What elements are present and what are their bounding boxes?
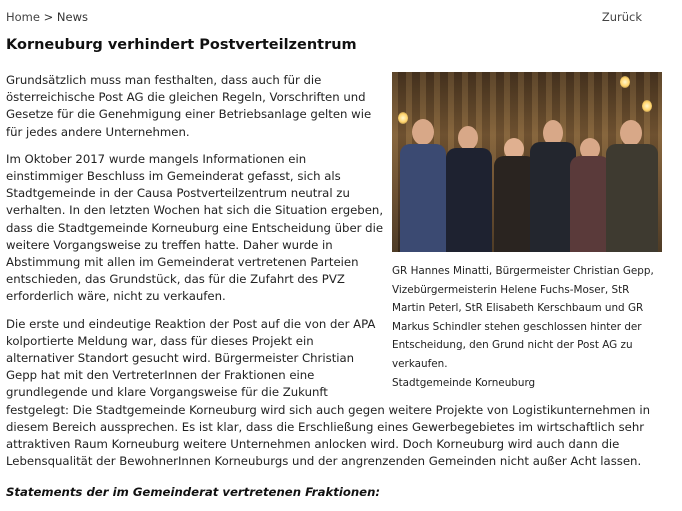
photo-person [398,97,448,252]
photo-lamp [620,76,630,88]
article-paragraph: Die erste und eindeutige Reaktion der Post auf die von der APA kolportierte Meldung war, dass für dieses Projekt ein alternativer Standort gesucht wird. Bürgermeister Christian Gepp hat mit den VertreterInnen der Fraktionen eine grundlegende und klare Vorgangsweise für die Zukunft festgelegt: Die Stadtgemeinde Korneuburg wird sich auch gegen weitere Projekte von Logistikunternehmen in diesem Bereich aussprechen. Es ist klar, dass die Erschließung eines Gewerbegebietes im wirtschaftlich sehr attraktiven Raum Korneuburg weitere Unternehmen anlocken wird. Doch Korneuburg wird auch dann die Lebensqualität der BewohnerInnen Korneuburgs und der angrenzenden Gemeinden nicht außer Acht lassen. [6,316,651,469]
page-title: Korneuburg verhindert Postverteilzentrum [6,37,357,53]
statements-heading: Statements der im Gemeinderat vertretenen Fraktionen: [6,485,381,499]
breadcrumb [6,10,88,24]
photo-caption-text: GR Hannes Minatti, Bürgermeister Christian Gepp, Vizebürgermeisterin Helene Fuchs-Moser, StR Martin Peterl, StR Elisabeth Kerschbaum und GR Markus Schindler stehen geschlossen hinter der Entscheidung, den Grund nicht der Post AG zu verkaufen. [392,265,654,370]
photo-caption [392,262,662,392]
article-body [6,72,662,480]
photo-person [444,102,494,252]
top-bar [6,10,642,26]
article-paragraph: Grundsätzlich muss man festhalten, dass auch für die österreichische Post AG die gleichen Regeln, Vorschriften und Gesetze für die Genehmigung einer Betriebsanlage gelten wie für jedes andere Unternehmen. [6,73,372,139]
article-figure [392,72,662,392]
group-photo [392,72,662,252]
breadcrumb-home-link[interactable]: Home [6,10,40,24]
breadcrumb-separator: > [43,10,54,24]
photo-person [604,102,660,252]
breadcrumb-current: News [56,10,88,24]
photo-credit: Stadtgemeinde Korneuburg [392,376,536,389]
back-link[interactable]: Zurück [601,10,642,24]
article-paragraph: Im Oktober 2017 wurde mangels Informationen ein einstimmiger Beschluss im Gemeinderat gefasst, sich als Stadtgemeinde in der Causa Postverteilzentrum neutral zu verhalten. In den letzten Wochen hat sich die Situation ergeben, dass die Stadtgemeinde Korneuburg eine Entscheidung über die weitere Vorgangsweise zu treffen hatte. Daher wurde in Abstimmung mit allen im Gemeinderat vertretenen Parteien entschieden, das Grundstück, das für die Zufahrt des PVZ erforderlich wäre, nicht zu verkaufen. [6,151,384,304]
